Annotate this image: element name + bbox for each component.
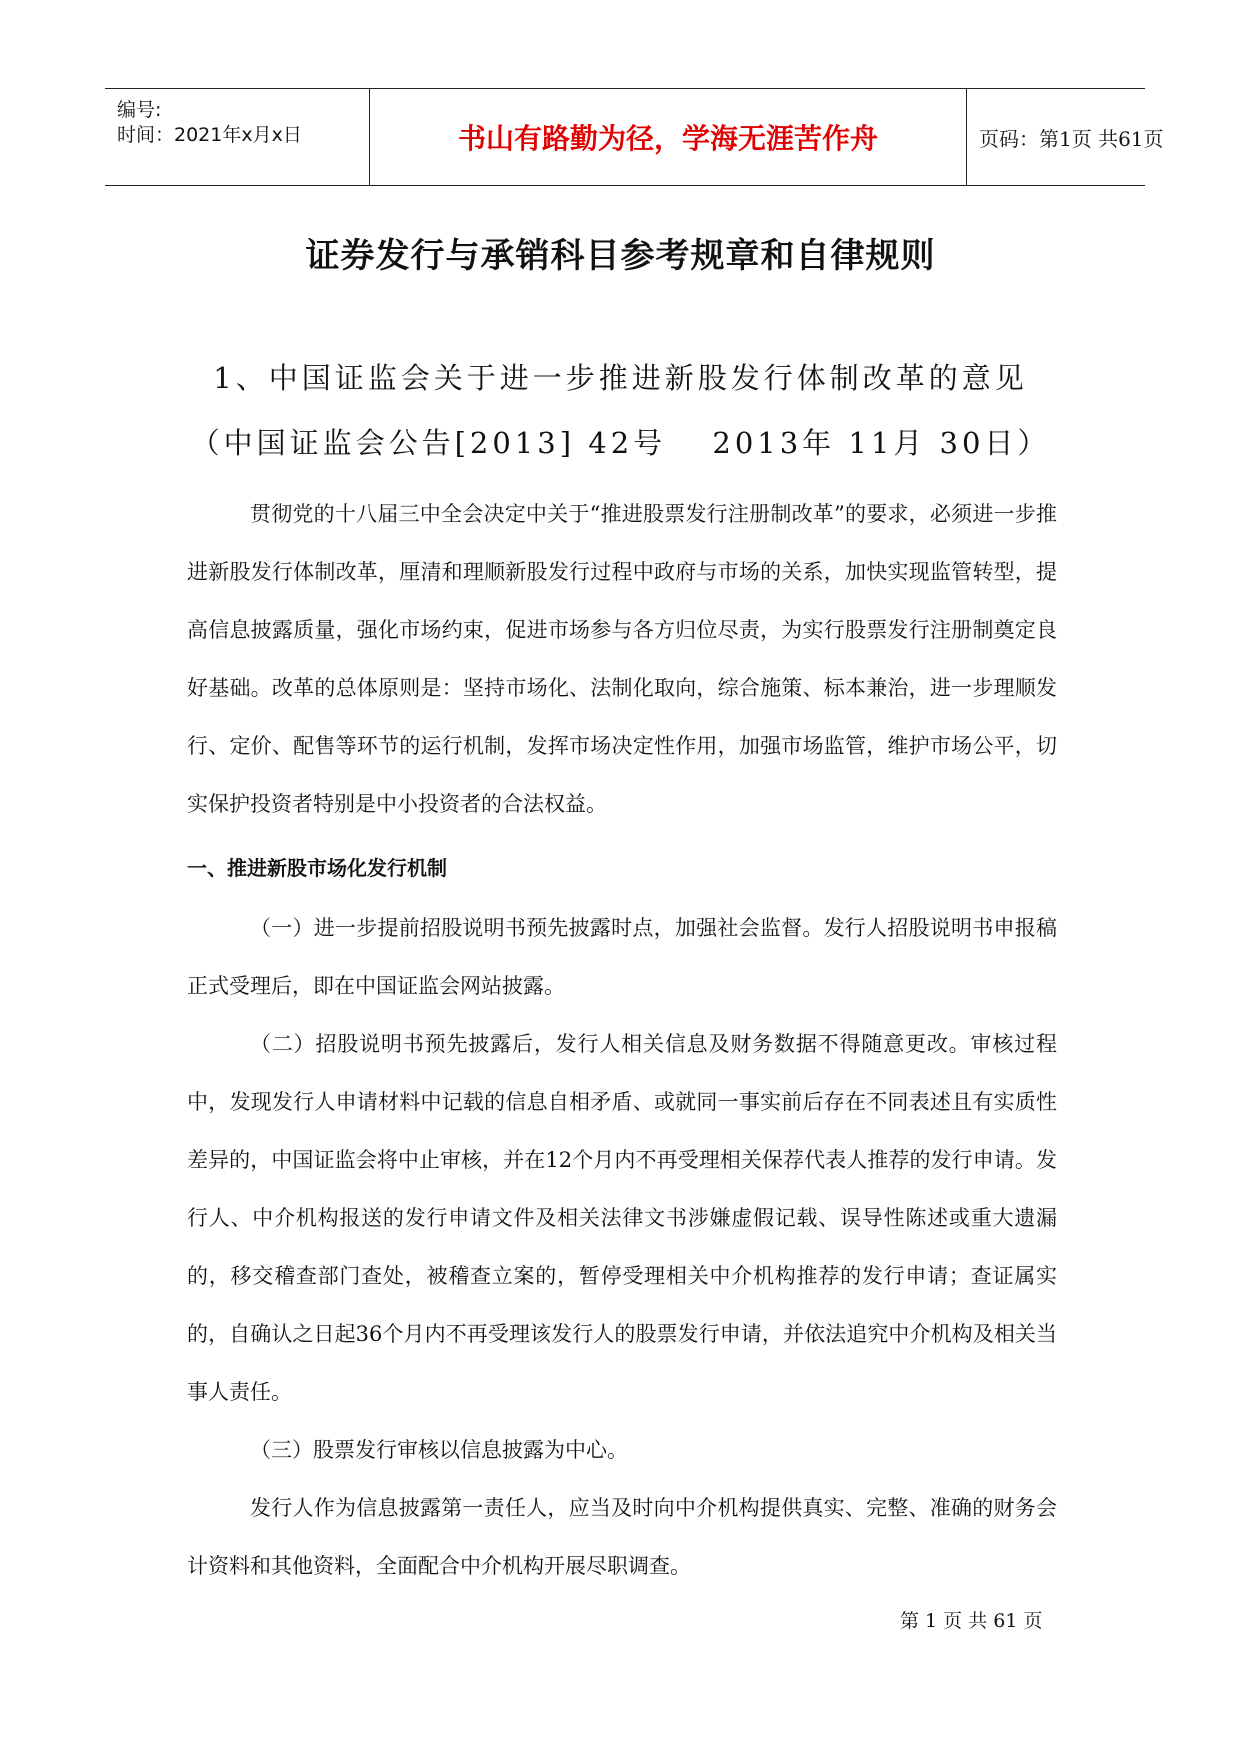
header-motto: 书山有路勤为径，学海无涯苦作舟 <box>457 122 878 155</box>
header-page-cell <box>967 89 1164 185</box>
body-paragraph: 发行人作为信息披露第一责任人，应当及时向中介机构提供真实、完整、准确的财务会计资料和其他资料，全面配合中介机构开展尽职调查。 <box>187 1496 1057 1578</box>
regulation-title: 1、中国证监会关于进一步推进新股发行体制改革的意见 <box>213 361 1028 395</box>
clause-paragraph-2: （二）招股说明书预先披露后，发行人相关信息及财务数据不得随意更改。审核过程中，发现发行人申请材料中记载的信息自相矛盾、或就同一事实前后存在不同表述且有实质性差异的，中国证监会将中止审核，并在12个月内不再受理相关保荐代表人推荐的发行申请。发行人、中介机构报送的发行申请文件及相关法律文书涉嫌虚假记载、误导性陈述或重大遗漏的，移交稽查部门查处，被稽查立案的，暂停受理相关中介机构推荐的发行申请；查证属实的，自确认之日起36个月内不再受理该发行人的股票发行申请，并依法追究中介机构及相关当事人责任。 <box>187 1032 1057 1404</box>
clause-paragraph-3: （三）股票发行审核以信息披露为中心。 <box>250 1438 628 1462</box>
header-table <box>105 88 1164 186</box>
header-info-cell <box>105 89 370 185</box>
document-title: 证券发行与承销科目参考规章和自律规则 <box>305 236 936 276</box>
intro-paragraph: 贯彻党的十八届三中全会决定中关于“推进股票发行注册制改革”的要求，必须进一步推进新股发行体制改革，厘清和理顺新股发行过程中政府与市场的关系，加快实现监管转型，提高信息披露质量，强化市场约束，促进市场参与各方归位尽责，为实行股票发行注册制奠定良好基础。改革的总体原则是：坚持市场化、法制化取向，综合施策、标本兼治，进一步理顺发行、定价、配售等环节的运行机制，发挥市场决定性作用，加强市场监管，维护市场公平，切实保护投资者特别是中小投资者的合法权益。 <box>187 502 1057 816</box>
section-heading: 一、推进新股市场化发行机制 <box>187 856 447 880</box>
header-page-info: 页码：第1页 共61页 <box>979 127 1164 151</box>
clause-paragraph-1: （一）进一步提前招股说明书预先披露时点，加强社会监督。发行人招股说明书申报稿正式受理后，即在中国证监会网站披露。 <box>187 916 1057 998</box>
page-footer: 第 1 页 共 61 页 <box>900 1610 1043 1632</box>
header-motto-cell <box>370 89 967 185</box>
document-time-label: 时间：2021年x月x日 <box>117 124 302 146</box>
document-number-label: 编号: <box>117 99 162 121</box>
regulation-reference: （中国证监会公告[2013] 42号 2013年 11月 30日） <box>190 426 1051 460</box>
